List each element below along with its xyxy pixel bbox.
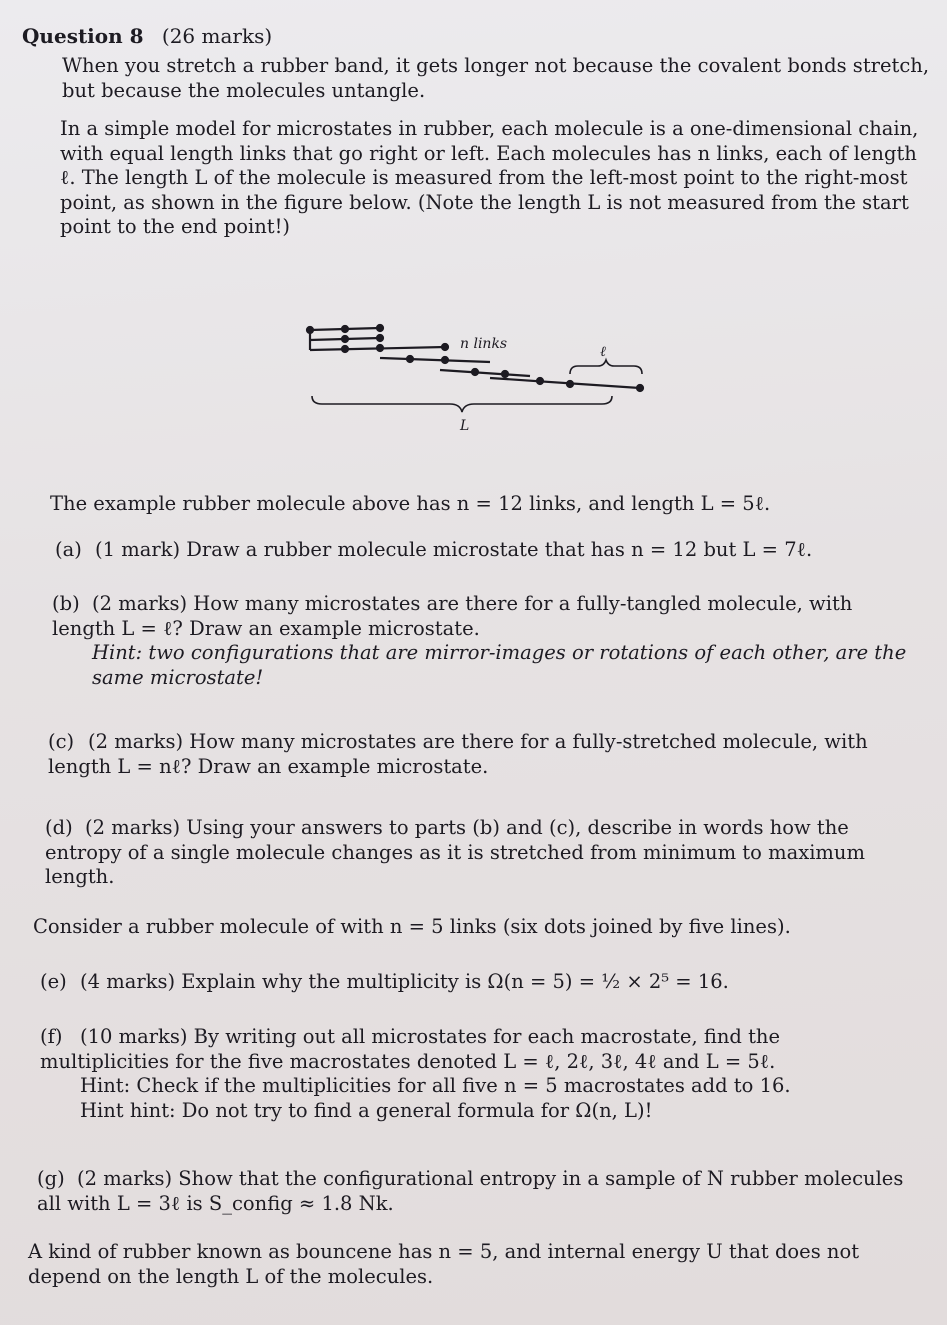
part-a [55, 538, 915, 563]
question-marks: (26 marks) [161, 24, 273, 48]
example-text: The example rubber molecule above has n = 12 links, and length L = 5ℓ. [50, 492, 771, 515]
figure-links-label: n links [460, 336, 508, 352]
part-b-text: (2 marks) How many microstates are there for a fully-tangled molecule, with length L = ℓ? Draw an example microstate. [52, 592, 853, 640]
part-d-text: (2 marks) Using your answers to parts (b) and (c), describe in words how the entropy of a single molecule changes as it is stretched from minimum to maximum length. [45, 816, 865, 888]
part-a-label: (a) [55, 538, 82, 561]
consider-text: Consider a rubber molecule of with n = 5 links (six dots joined by five lines). [33, 915, 791, 938]
bouncene-text: A kind of rubber known as bouncene has n = 5, and internal energy U that does not depend on the length L of the molecules. [28, 1240, 860, 1288]
part-b-hint: Hint: two configurations that are mirror-images or rotations of each other, are the same microstate! [92, 641, 907, 689]
part-a-text: (1 mark) Draw a rubber molecule microstate that has n = 12 but L = 7ℓ. [95, 538, 813, 561]
part-c-label: (c) [48, 730, 75, 753]
part-c-text: (2 marks) How many microstates are there for a fully-stretched molecule, with length L = nℓ? Draw an example microstate. [48, 730, 868, 778]
part-f-label: (f) [40, 1025, 63, 1048]
part-b-label: (b) [52, 592, 80, 615]
part-f-hint-hint: Hint hint: Do not try to find a general formula for Ω(n, L)! [80, 1098, 653, 1122]
part-d [45, 816, 905, 890]
part-e-text: (4 marks) Explain why the multiplicity is Ω(n = 5) = ½ × 2⁵ = 16. [80, 970, 729, 993]
part-c [48, 730, 908, 779]
part-f [40, 1025, 910, 1123]
part-f-hint: Hint: Check if the multiplicities for all five n = 5 macrostates add to 16. [80, 1074, 791, 1097]
part-g-text: (2 marks) Show that the configurational entropy in a sample of N rubber molecules all with L = 3ℓ is S_config ≈ 1.8 Nk. [37, 1167, 904, 1215]
part-e [40, 970, 900, 995]
question-header [22, 24, 272, 48]
question-number: Question 8 [22, 24, 144, 48]
rubber-molecule-figure [300, 318, 660, 438]
figure-L-label: L [460, 418, 470, 434]
figure-ell-label: ℓ [600, 344, 606, 360]
part-d-label: (d) [45, 816, 73, 839]
part-g-label: (g) [37, 1167, 65, 1190]
intro-paragraph-1: When you stretch a rubber band, it gets longer not because the covalent bonds stretch, but because the molecules untangle. [62, 54, 930, 102]
intro-paragraph-2: In a simple model for microstates in rubber, each molecule is a one-dimensional chain, with equal length links that go right or left. Each molecules has n links, each of length ℓ. The length L of the molecule is measured from the left-most point to the right-most point, as shown in the figure below. (Note the length L is not measured from the start point to the end point!) [60, 117, 919, 238]
part-g [37, 1167, 907, 1216]
part-f-text: (10 marks) By writing out all microstates for each macrostate, find the multiplicities for the five macrostates denoted L = ℓ, 2ℓ, 3ℓ, 4ℓ and L = 5ℓ. [40, 1025, 781, 1073]
part-b [52, 592, 912, 690]
part-e-label: (e) [40, 970, 67, 993]
